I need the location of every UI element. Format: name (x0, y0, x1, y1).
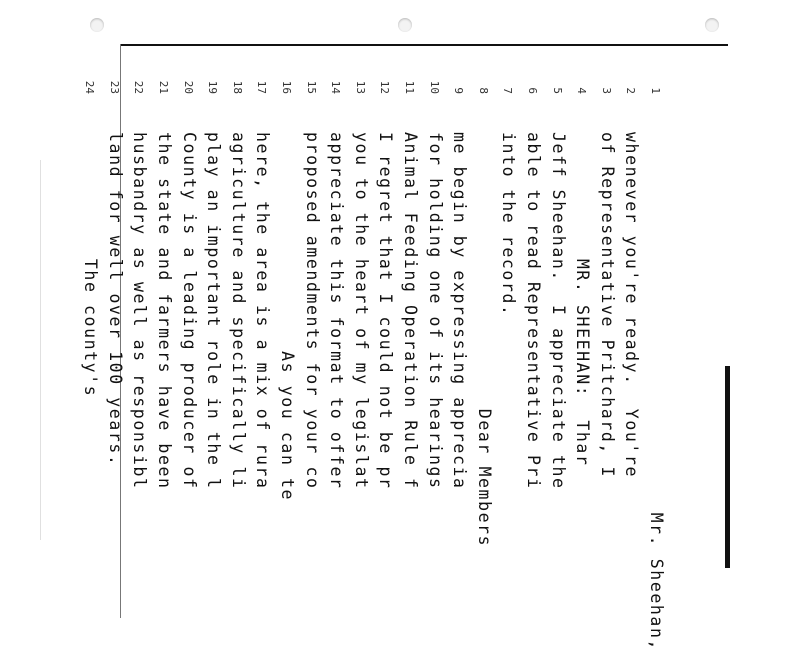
transcript-line (300, 48, 324, 668)
transcript-line (595, 48, 619, 668)
line-text: able to read Representative Pri (524, 132, 543, 490)
line-number: 20 (181, 80, 195, 94)
line-number: 16 (280, 80, 293, 94)
transcript-line (177, 48, 201, 668)
transcript-line (103, 48, 127, 668)
line-number: 19 (206, 80, 220, 94)
line-number: 11 (403, 80, 416, 94)
transcript-line (546, 48, 570, 668)
line-number: 23 (107, 80, 121, 94)
transcript-line (398, 48, 422, 668)
line-number: 21 (157, 80, 170, 94)
punch-hole-middle (398, 18, 412, 32)
page-top-border (120, 44, 728, 46)
line-text: into the record. (499, 132, 519, 317)
punch-hole-right (705, 18, 719, 32)
line-number: 13 (353, 80, 367, 94)
line-text: of Representative Pritchard, I (597, 132, 617, 479)
line-text: As you can te (278, 132, 297, 502)
transcript-line (644, 48, 668, 668)
line-number: 22 (132, 80, 146, 94)
transcript-line (201, 48, 225, 668)
line-number: 8 (476, 87, 490, 94)
transcript-line (127, 48, 151, 668)
transcript-line (570, 48, 594, 668)
transcript-line (226, 48, 250, 668)
line-number: 7 (501, 87, 515, 94)
line-number: 6 (526, 87, 539, 94)
line-text: whenever you're ready. You're (622, 132, 642, 479)
transcript-line (619, 48, 643, 668)
line-text: Animal Feeding Operation Rule f (401, 132, 420, 490)
transcript-line (521, 48, 545, 668)
transcript-body (81, 48, 692, 652)
line-number: 5 (550, 87, 564, 94)
line-number: 9 (452, 87, 466, 94)
transcript-line (373, 48, 397, 668)
page-edge-shadow (40, 160, 41, 540)
transcript-line (275, 48, 299, 668)
transcript-line (152, 48, 176, 668)
line-text: Dear Members (474, 132, 494, 548)
line-text: Mr. Sheehan, (647, 132, 666, 652)
line-text: Jeff Sheehan. I appreciate the (548, 132, 568, 490)
line-number: 4 (575, 87, 589, 94)
line-text: I regret that I could not be pr (376, 132, 396, 490)
line-number: 15 (304, 80, 318, 94)
transcript-line (447, 48, 471, 668)
transcript-line (324, 48, 348, 668)
line-number: 1 (649, 87, 662, 94)
line-text: The county's (81, 132, 101, 398)
line-number: 2 (624, 87, 638, 94)
line-number: 18 (230, 80, 244, 94)
line-text: agriculture and specifically li (228, 132, 248, 490)
punch-hole-left (90, 18, 104, 32)
line-number: 17 (255, 80, 269, 94)
line-number: 14 (329, 80, 343, 94)
transcript-line (349, 48, 373, 668)
transcript-line (496, 48, 520, 668)
line-text: here, the area is a mix of rura (253, 132, 273, 490)
line-text: you to the heart of my legislat (351, 132, 371, 490)
line-number: 24 (83, 80, 97, 94)
transcript-line (423, 48, 447, 668)
line-text: proposed amendments for your co (302, 132, 322, 490)
line-number: 3 (599, 87, 613, 94)
line-text: land for well over 100 years. (105, 132, 125, 467)
transcript-line (250, 48, 274, 668)
line-text: MR. SHEEHAN: Thar (573, 132, 593, 467)
transcript-line (78, 48, 102, 668)
line-text: for holding one of its hearings (425, 132, 445, 490)
line-text: County is a leading producer of (179, 132, 199, 490)
line-text: husbandry as well as responsibl (130, 132, 150, 490)
line-number: 10 (427, 80, 441, 94)
line-number: 12 (378, 80, 392, 94)
line-text: me begin by expressing apprecia (450, 132, 470, 490)
transcript-page (81, 48, 726, 652)
line-text: appreciate this format to offer (327, 132, 347, 490)
transcript-line (472, 48, 496, 668)
line-text: the state and farmers have been (155, 132, 174, 490)
line-text: play an important role in the l (204, 132, 224, 490)
